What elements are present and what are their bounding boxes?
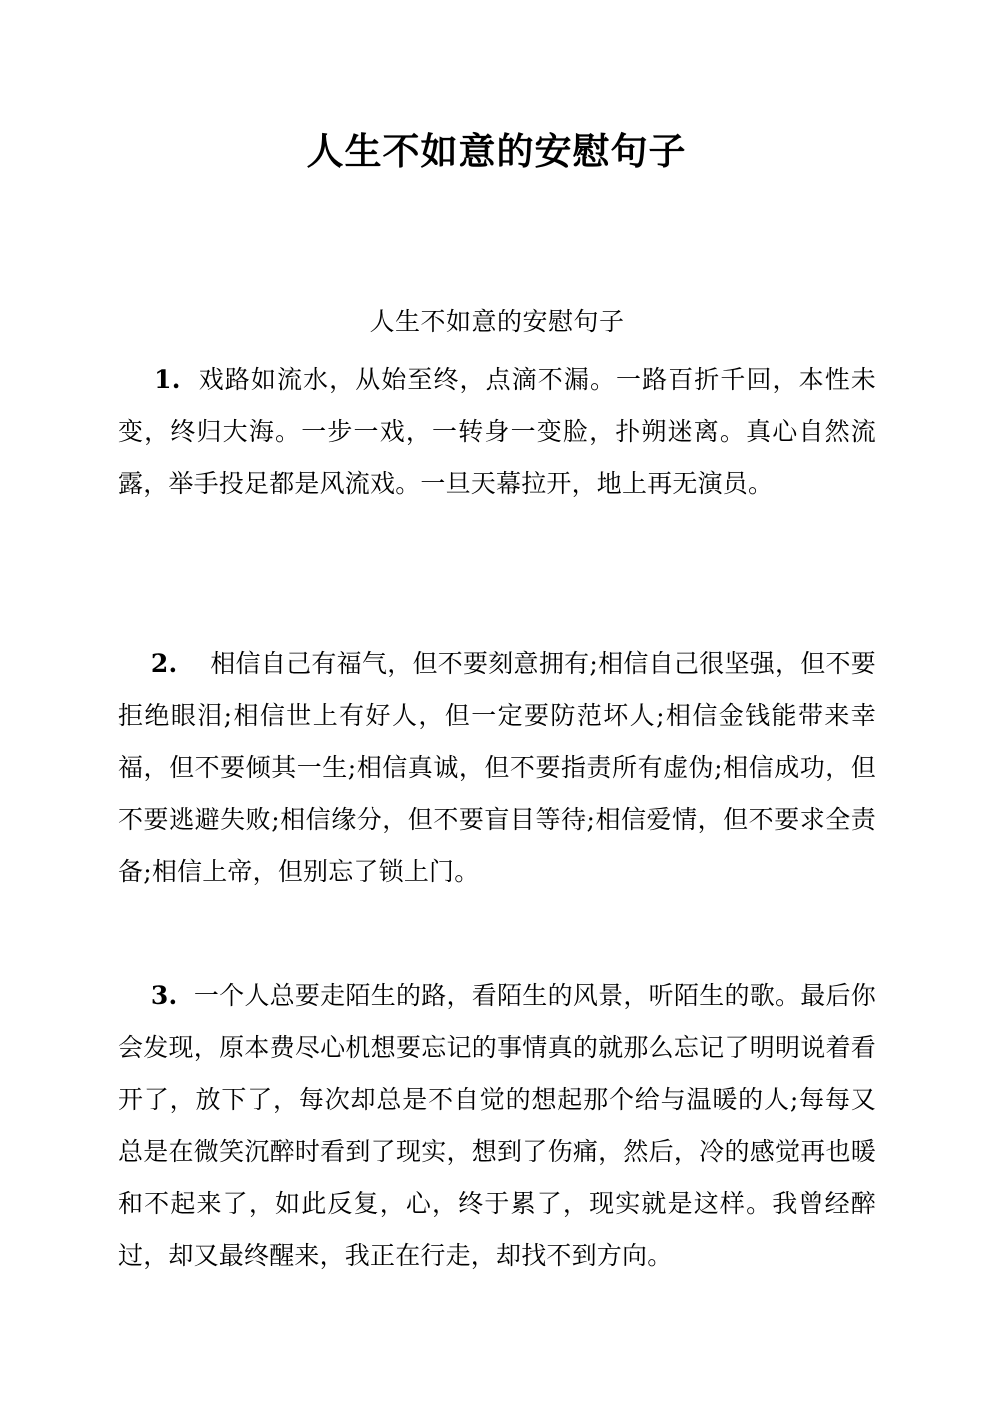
- list-item: [118, 970, 876, 1282]
- list-item-text: 一个人总要走陌生的路，看陌生的风景，听陌生的歌。最后你会发现，原本费尽心机想要忘记的事情真的就那么忘记了明明说着看开了，放下了，每次却总是不自觉的想起那个给与温暖的人;每每又总是在微笑沉醉时看到了现实，想到了伤痛，然后，冷的感觉再也暖和不起来了，如此反复，心，终于累了，现实就是这样。我曾经醉过，却又最终醒来，我正在行走，却找不到方向。: [118, 981, 877, 1270]
- paragraph-gap: [118, 510, 876, 638]
- list-item-indent: [118, 649, 151, 678]
- list-item-number: 2.: [150, 649, 178, 678]
- list-item-number-gap: [177, 649, 210, 678]
- list-item-number-gap: [181, 365, 199, 394]
- list-item-indent: [118, 365, 154, 394]
- paragraph-gap: [118, 898, 876, 970]
- list-item: [118, 638, 876, 898]
- document-body: [118, 296, 876, 1282]
- list-item-text: 戏路如流水，从始至终，点滴不漏。一路百折千回，本性未变，终归大海。一步一戏，一转身一变脸，扑朔迷离。真心自然流露，举手投足都是风流戏。一旦天幕拉开，地上再无演员。: [118, 365, 876, 498]
- list-item-number-gap: [177, 981, 193, 1010]
- page-title: 人生不如意的安慰句子: [306, 129, 687, 173]
- list-item-indent: [118, 981, 151, 1010]
- document-subtitle: 人生不如意的安慰句子: [369, 307, 625, 336]
- list-item-number: 3.: [150, 981, 178, 1010]
- list-item-number: 1.: [154, 365, 181, 394]
- list-item: [118, 354, 876, 510]
- list-item-text: 相信自己有福气，但不要刻意拥有;相信自己很坚强，但不要拒绝眼泪;相信世上有好人，但一定要防范坏人;相信金钱能带来幸福，但不要倾其一生;相信真诚，但不要指责所有虚伪;相信成功，但不要逃避失败;相信缘分，但不要盲目等待;相信爱情，但不要求全责备;相信上帝，但别忘了锁上门。: [118, 649, 877, 886]
